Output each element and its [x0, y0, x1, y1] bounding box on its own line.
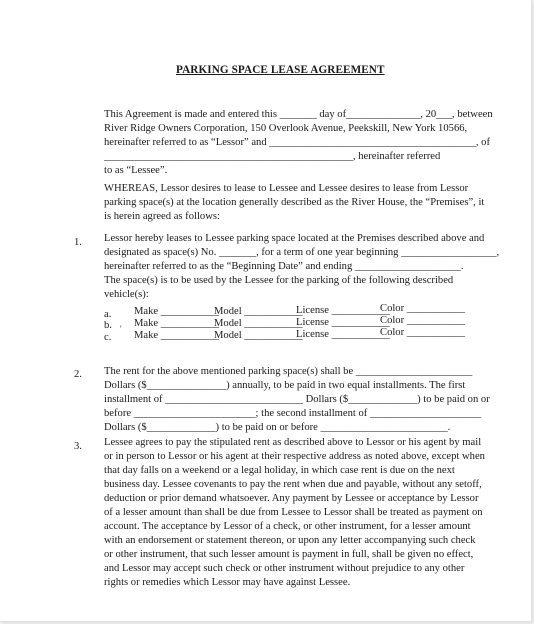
section3-line-9: or other instrument, that such lesser amount is payment in full, shall be given no effect,	[104, 549, 474, 560]
vehicle-model: Model ___________	[214, 330, 303, 341]
section3-line-5: deduction or prior demand whatsoever. Any payment by Lessee or acceptance by Lessor	[104, 493, 479, 504]
section2-line-2: Dollars ($_______________) annually, to be paid in two equal installments. The first	[104, 380, 466, 391]
section3-line-11: rights or remedies which Lessor may have against Lessee.	[104, 577, 351, 588]
section2-line-5: Dollars ($_____________) to be paid on or before ________________________.	[104, 422, 451, 433]
whereas-line-2: parking space(s) at the location generally described as the River House, the “Premises”, it	[104, 197, 485, 208]
section3-line-8: with an endorsement or statement thereon, or upon any letter accompanying such check	[104, 535, 476, 546]
vehicle-license: License ___________	[296, 329, 390, 340]
vehicle-letter: c.	[104, 332, 112, 343]
section2-line-3: installment of __________________________ Dollars ($_____________) to be paid on or	[104, 394, 490, 405]
section-number: 3.	[74, 441, 82, 452]
section1-line-2: designated as space(s) No. _______, for a term of one year beginning __________________,	[104, 247, 500, 258]
intro-line-5: to as “Lessee”.	[104, 165, 168, 176]
intro-line-1: This Agreement is made and entered this _______ day of______________, 20___, between	[104, 109, 493, 120]
vehicle-make: Make ___________	[134, 318, 220, 329]
section1-line-3: hereinafter referred to as the “Beginning Date” and ending ____________________.	[104, 261, 464, 272]
vehicle-make: Make ___________	[134, 306, 220, 317]
section-number: 1.	[74, 237, 82, 248]
vehicle-license: License ___________	[296, 317, 390, 328]
vehicle-license: License ___________	[296, 305, 390, 316]
section1-line-1: Lessor hereby leases to Lessee parking space located at the Premises described above and	[104, 233, 485, 244]
section1-line-4: The space(s) is to be used by the Lessee for the parking of the following described	[104, 275, 454, 286]
intro-line-4: _______________________________________________, hereinafter referred	[104, 151, 441, 162]
section2-line-1: The rent for the above mentioned parking space(s) shall be ______________________	[104, 366, 473, 377]
section2-line-4: before _______________________; the second installment of _____________________	[104, 408, 482, 419]
intro-line-2: River Ridge Owners Corporation, 150 Overlook Avenue, Peekskill, New York 10566,	[104, 123, 468, 134]
section3-line-10: and Lessor may accept such check or other instrument without prejudice to any other	[104, 563, 465, 574]
whereas-line-1: WHEREAS, Lessor desires to lease to Lessee and Lessee desires to lease from Lessor	[104, 183, 469, 194]
vehicle-color: Color ___________	[380, 315, 466, 326]
page-title: PARKING SPACE LEASE AGREEMENT	[176, 64, 385, 76]
whereas-line-3: is herein agreed as follows:	[104, 211, 220, 222]
vehicle-make: Make ___________	[134, 330, 220, 341]
section1-line-5: vehicle(s):	[104, 289, 149, 300]
section3-line-7: account. The acceptance by Lessor of a check, or other instrument, for a lesser amount	[104, 521, 471, 532]
vehicle-model: Model ___________	[214, 306, 303, 317]
section3-line-3: that day falls on a weekend or a legal holiday, in which case rent is due on the next	[104, 465, 455, 476]
vehicle-color: Color ___________	[380, 327, 466, 338]
intro-line-3: hereinafter referred to as “Lessor” and _______________________________________, of	[104, 137, 490, 148]
scan-mark: '	[120, 324, 122, 334]
section3-line-1: Lessee agrees to pay the stipulated rent as described above to Lessor or his agent by mail	[104, 437, 482, 448]
vehicle-letter: a.	[104, 309, 112, 320]
section3-line-2: or in person to Lessor or his agent at their respective address as noted above, except when	[104, 451, 485, 462]
section-number: 2.	[74, 369, 82, 380]
vehicle-color: Color ___________	[380, 303, 466, 314]
section3-line-4: business day. Lessee covenants to pay the rent when due and payable, without any setoff,	[104, 479, 482, 490]
vehicle-letter: b.	[104, 320, 112, 331]
section3-line-6: of a lesser amount than shall be due from Lessee to Lessor shall be treated as payment on	[104, 507, 483, 518]
vehicle-model: Model ___________	[214, 318, 303, 329]
